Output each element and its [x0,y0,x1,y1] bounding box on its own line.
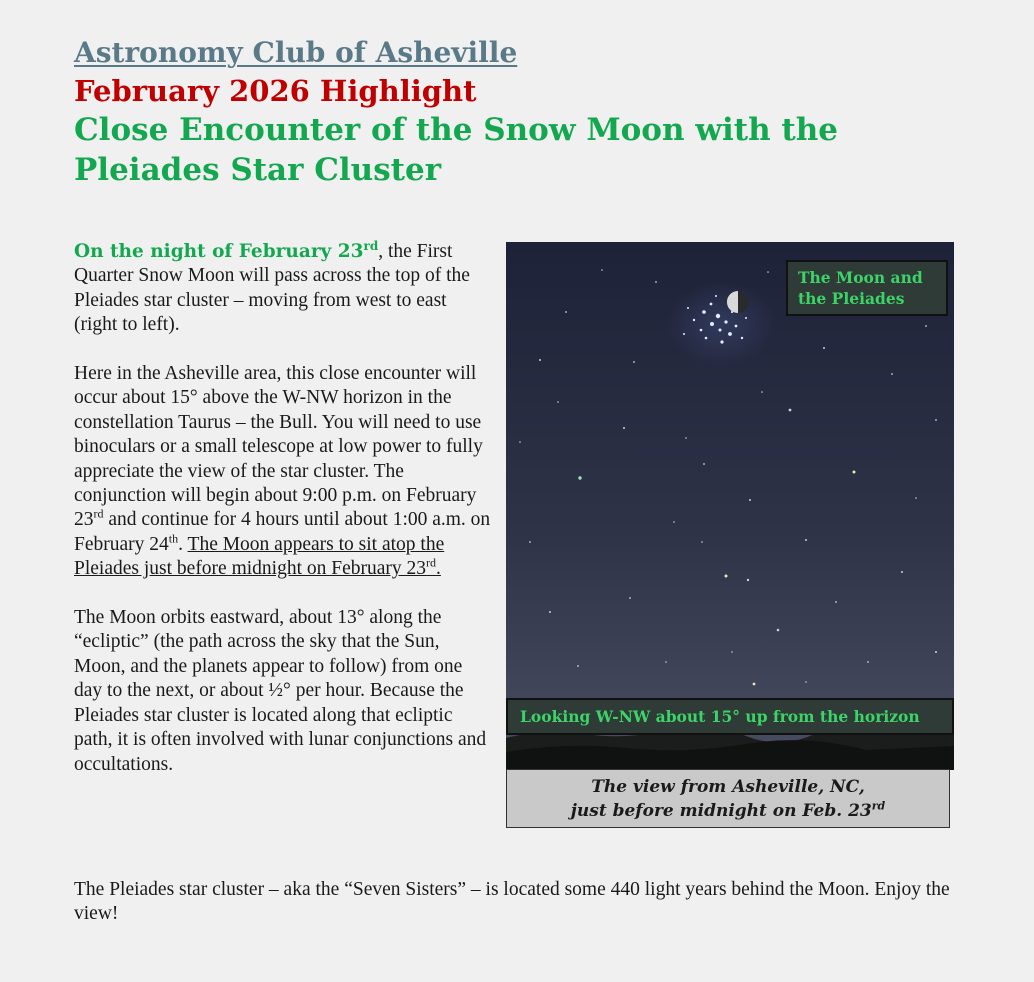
paragraph-1-text: , the First Quarter Snow Moon will pass across the top of the Pleiades star cluster – moving from west to east (right to left). [74,241,470,336]
caption-sup: rd [871,799,886,813]
caption-line-1: The view from Asheville, NC, [591,777,865,797]
lead-text: On the night of February 23 [74,241,364,262]
paragraph-4: The Pleiades star cluster – aka the “Seven Sisters” – is located some 440 light years behind the Moon. Enjoy the view! [74,879,950,925]
pleiades-haze [666,282,776,366]
paragraph-2-text-c: . [178,533,188,555]
paragraph-2-sup-a: rd [93,506,104,521]
paragraph-1 [74,240,494,338]
article-body [74,240,494,801]
image-caption [506,769,950,828]
page-header [74,34,974,190]
horizon-label: Looking W-NW about 15° up from the horizon [506,698,954,735]
month-title: February 2026 Highlight [74,74,477,108]
caption-line-2 [507,799,949,823]
sky-chart-svg [506,242,954,770]
paragraph-2-sup-b: th [168,531,179,546]
caption-line-2-text: just before midnight on Feb. 23 [570,801,872,821]
paragraph-3: The Moon orbits eastward, about 13° along the “ecliptic” (the path across the sky that the Sun, Moon, and the planets appear to follow) from one day to the next, or about ½° per hour. Because the Pleiades star cluster is located along that ecliptic path, it is often involved with lunar conjunctions and occultations. [74,607,487,775]
lead-phrase [74,238,379,262]
paragraph-2-underlined-text: The Moon appears to sit atop the Pleiades just before midnight on February 23 [74,533,445,580]
moon-icon [727,291,749,313]
club-title: Astronomy Club of Asheville [74,36,518,69]
paragraph-2-text-b: and continue for 4 hours until about 1:00 a.m. on February 24 [74,509,491,555]
paragraph-2-period: . [436,558,441,580]
article-title: Close Encounter of the Snow Moon with the Pleiades Star Cluster [74,112,839,188]
moon-pleiades-label: The Moon and the Pleiades [786,260,948,316]
paragraph-2-underlined-sup: rd [426,555,437,570]
paragraph-2 [74,362,494,582]
paragraph-2-text-a: Here in the Asheville area, this close encounter will occur about 15° above the W-NW horizon in the constellation Taurus – the Bull. You will need to use binoculars or a small telescope at low power to fully appreciate the view of the star cluster. The conjunction will begin about 9:00 p.m. on February 23 [74,363,483,531]
lead-sup: rd [363,238,379,253]
sky-chart-image [506,242,954,770]
